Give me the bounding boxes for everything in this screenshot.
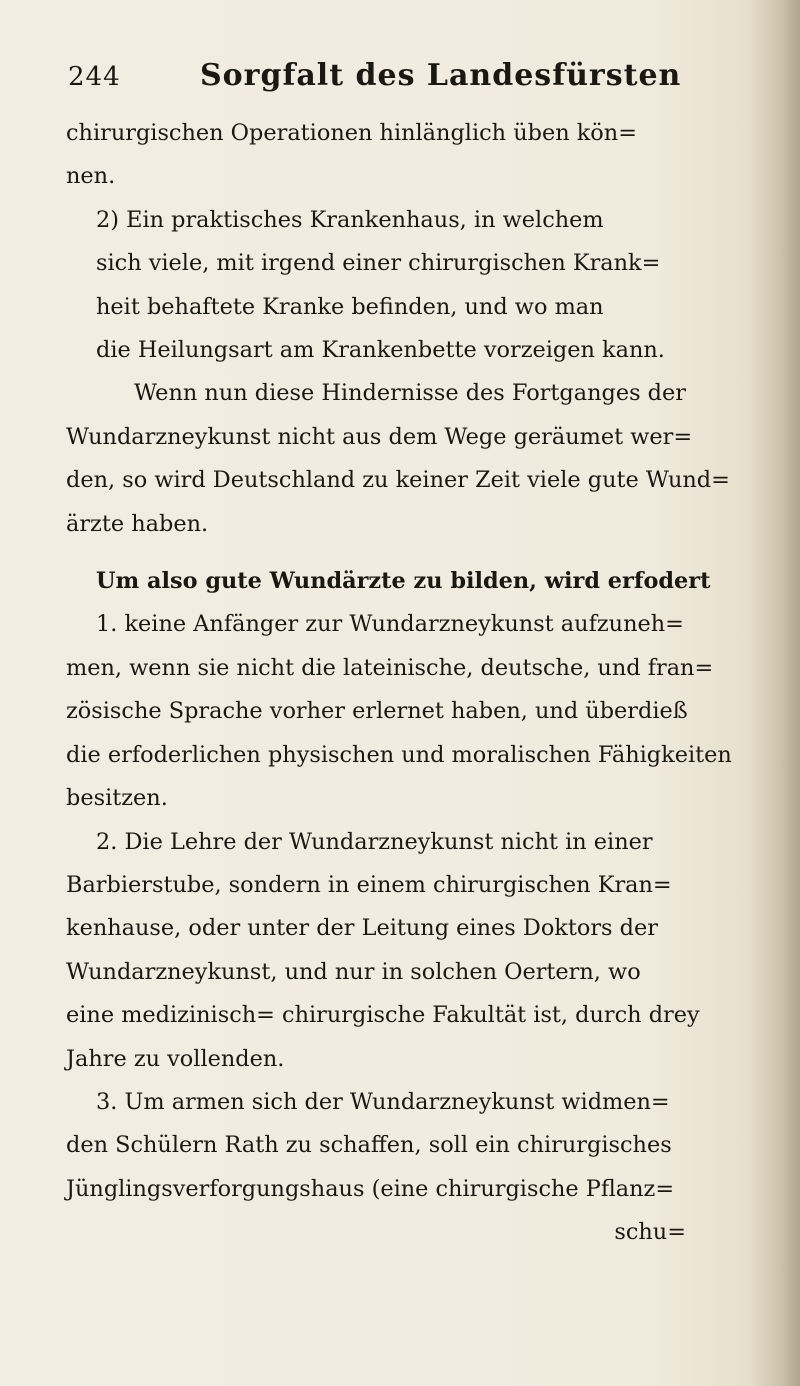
text-line: kenhause, oder unter der Leitung eines Doktors der	[66, 915, 658, 942]
text-line: chirurgischen Operationen hinlänglich üben kön=	[66, 120, 637, 146]
text-line: Jünglingsverforgungshaus (eine chirurgische Pflanz=	[66, 1175, 675, 1202]
text-line: nen.	[66, 163, 116, 190]
running-head: Sorgfalt des Landesfürsten	[200, 58, 682, 93]
text-line: men, wenn sie nicht die lateinische, deutsche, und fran=	[66, 654, 714, 681]
text-line: heit behaftete Kranke befinden, und wo man	[96, 293, 604, 320]
page-header	[68, 58, 708, 98]
text-line: 3. Um armen sich der Wundarzneykunst widmen=	[96, 1088, 670, 1115]
text-line: Barbierstube, sondern in einem chirurgischen Kran=	[66, 871, 672, 898]
text-line: den Schülern Rath zu schaffen, soll ein chirurgisches	[66, 1132, 672, 1159]
page-number: 244	[68, 62, 121, 92]
text-line: Wundarzneykunst nicht aus dem Wege geräumet wer=	[66, 423, 693, 450]
catchword: schu=	[614, 1219, 686, 1246]
text-line: Um also gute Wundärzte zu bilden, wird erfodert	[96, 568, 711, 595]
text-line: sich viele, mit irgend einer chirurgischen Krank=	[96, 250, 661, 277]
text-line: Wenn nun diese Hindernisse des Fortganges der	[134, 380, 686, 407]
text-line: eine medizinisch= chirurgische Fakultät ist, durch drey	[66, 1002, 700, 1029]
text-line: 2) Ein praktisches Krankenhaus, in welchem	[96, 206, 604, 233]
text-line: die Heilungsart am Krankenbette vorzeigen kann.	[96, 337, 665, 364]
text-line: 1. keine Anfänger zur Wundarzneykunst aufzuneh=	[96, 611, 684, 638]
text-line: ärzte haben.	[66, 510, 209, 537]
body-text	[66, 112, 732, 1255]
text-line: zösische Sprache vorher erlernet haben, und überdieß	[66, 698, 688, 725]
text-line: besitzen.	[66, 785, 168, 812]
page-edge-shadow	[748, 0, 800, 1386]
text-line: die erfoderlichen physischen und moralischen Fähigkeiten	[66, 741, 732, 768]
text-line: 2. Die Lehre der Wundarzneykunst nicht in einer	[96, 828, 653, 855]
text-line: Wundarzneykunst, und nur in solchen Oertern, wo	[66, 958, 641, 985]
text-line: den, so wird Deutschland zu keiner Zeit viele gute Wund=	[66, 467, 730, 494]
text-line: Jahre zu vollenden.	[66, 1045, 285, 1072]
